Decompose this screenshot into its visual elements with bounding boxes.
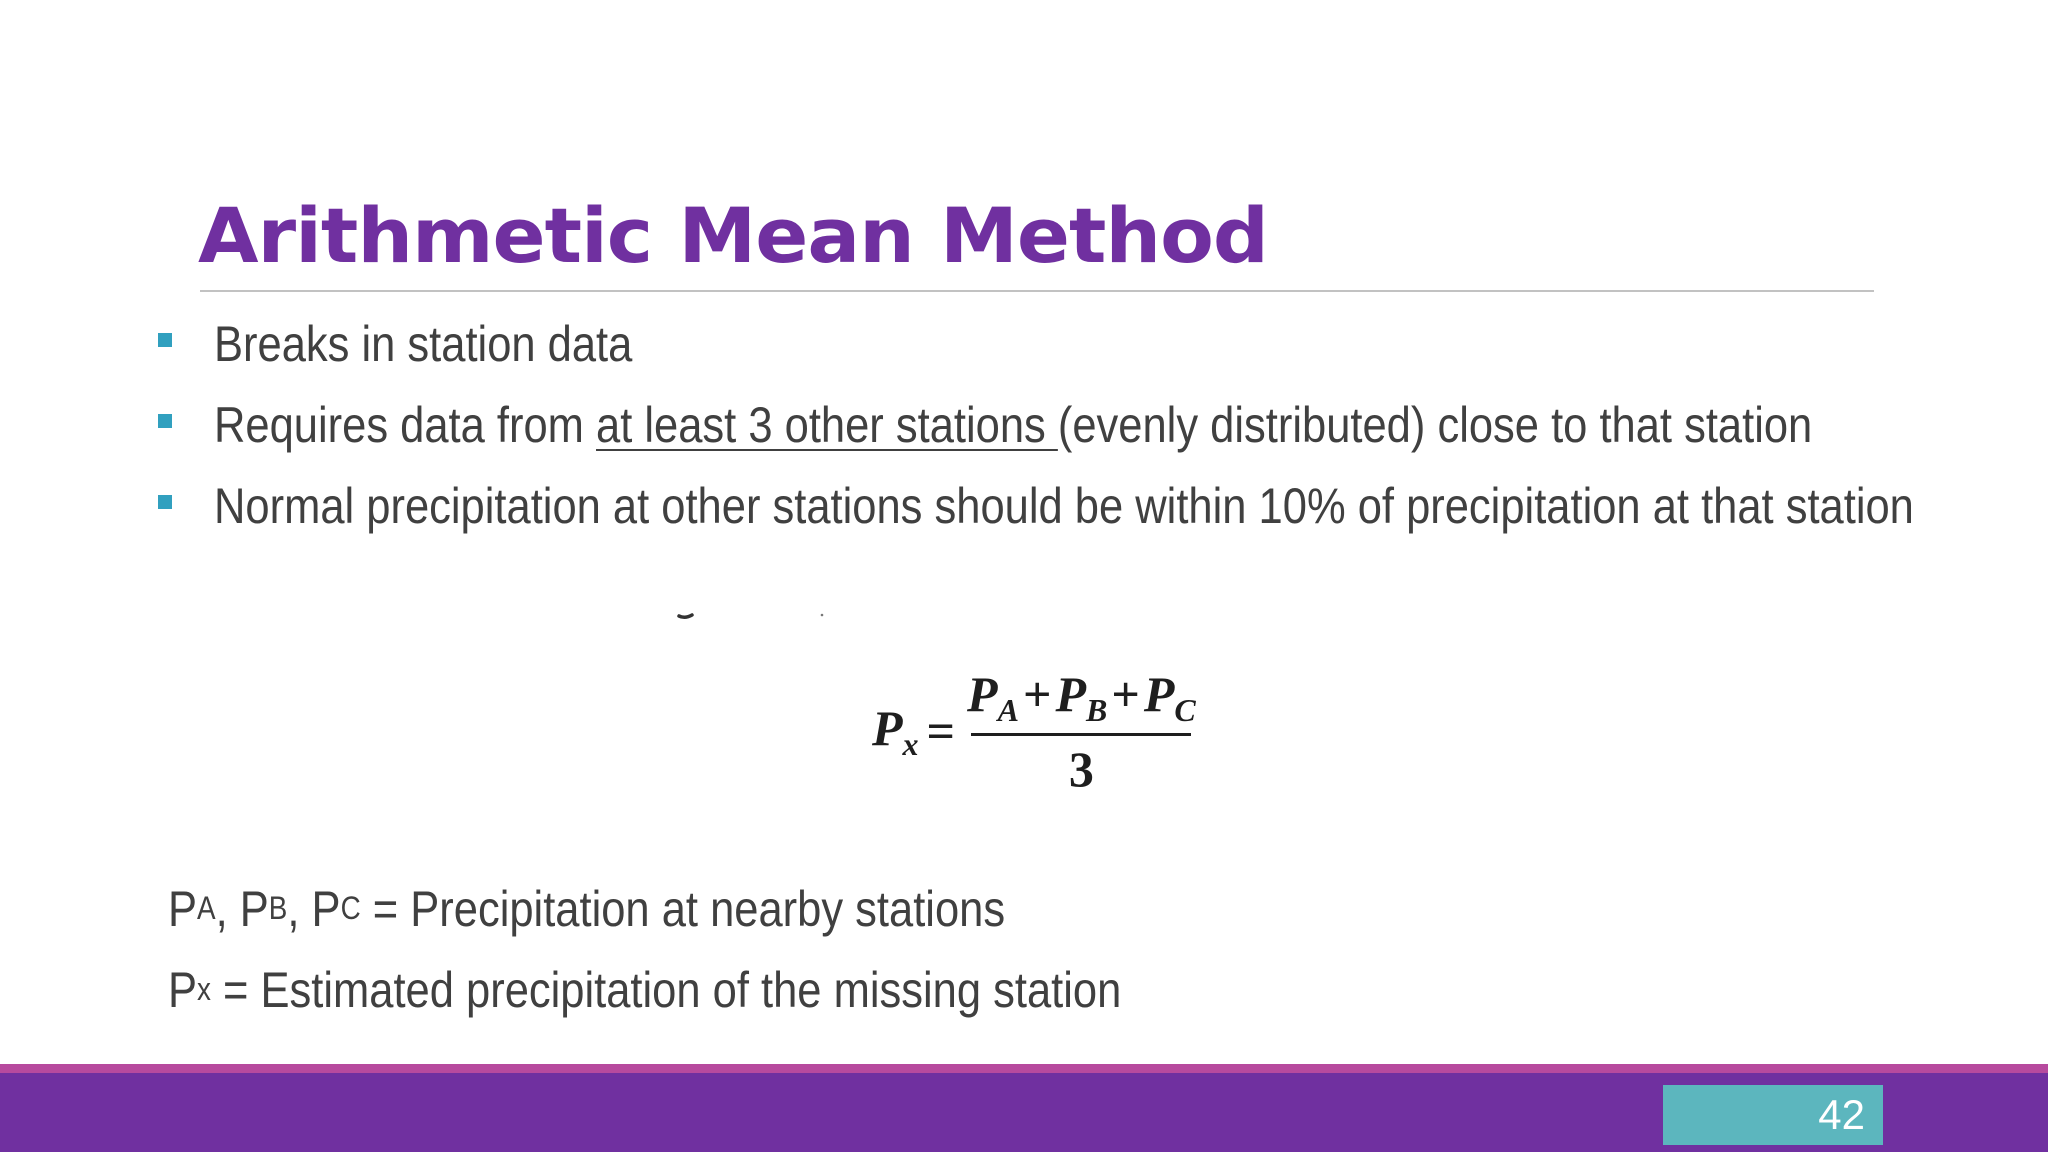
page-number: 42 bbox=[1663, 1085, 1883, 1145]
arithmetic-mean-formula bbox=[872, 656, 1198, 806]
slide-title: Arithmetic Mean Method bbox=[198, 191, 1268, 280]
footer-accent-stripe bbox=[0, 1064, 2048, 1073]
formula-lhs: $P_x$ bbox=[872, 700, 919, 762]
variable-symbol: P bbox=[239, 880, 269, 937]
variable-subscript: A bbox=[197, 890, 216, 926]
bullet-text bbox=[214, 396, 1812, 454]
variable-subscript: A bbox=[997, 691, 1019, 728]
variable-subscript: B bbox=[1085, 691, 1108, 728]
definition-line bbox=[168, 868, 1121, 949]
bullet-item bbox=[150, 303, 2048, 384]
bullet-item bbox=[150, 465, 2048, 546]
formula-denominator: 3 bbox=[1068, 740, 1094, 797]
variable-subscript: B bbox=[268, 890, 288, 926]
bullet-text-underlined: at least 3 other stations bbox=[596, 396, 1058, 453]
definition-text: = Estimated precipitation of the missing station bbox=[210, 961, 1122, 1018]
bullet-text: Breaks in station data bbox=[214, 315, 633, 372]
bullet-square-icon bbox=[158, 414, 172, 428]
bullet-text-before: Requires data from bbox=[214, 396, 597, 453]
bullet-list bbox=[150, 303, 2048, 546]
variable-symbol: P bbox=[1055, 665, 1086, 722]
variable-symbol: P bbox=[967, 665, 998, 722]
separator: , bbox=[215, 880, 240, 937]
bullet-square-icon bbox=[158, 333, 172, 347]
variable-subscript: C bbox=[340, 890, 361, 926]
definition-text: = Precipitation at nearby stations bbox=[360, 880, 1006, 937]
variable-symbol: P bbox=[168, 880, 198, 937]
formula-fraction bbox=[965, 665, 1198, 798]
title-divider bbox=[200, 290, 1874, 292]
formula-operator: + bbox=[1111, 665, 1140, 722]
definition-line bbox=[168, 949, 1121, 1030]
variable-subscript: x bbox=[197, 971, 211, 1007]
formula-equals: = bbox=[926, 703, 956, 759]
variable-definitions bbox=[168, 868, 1264, 1030]
bullet-text: Normal precipitation at other stations should be within 10% of precipitation at that station bbox=[214, 477, 1914, 534]
variable-subscript: C bbox=[1174, 691, 1196, 728]
bullet-square-icon bbox=[158, 495, 172, 509]
variable-symbol: P bbox=[1143, 665, 1175, 722]
scan-artifact-specks bbox=[676, 612, 836, 624]
formula-operator: + bbox=[1022, 665, 1052, 722]
variable-symbol: P bbox=[168, 961, 198, 1018]
variable-symbol: P bbox=[311, 880, 341, 937]
bullet-item bbox=[150, 384, 2048, 465]
separator: , bbox=[287, 880, 312, 937]
bullet-text-after: (evenly distributed) close to that station bbox=[1057, 396, 1813, 453]
formula-numerator bbox=[965, 665, 1198, 733]
